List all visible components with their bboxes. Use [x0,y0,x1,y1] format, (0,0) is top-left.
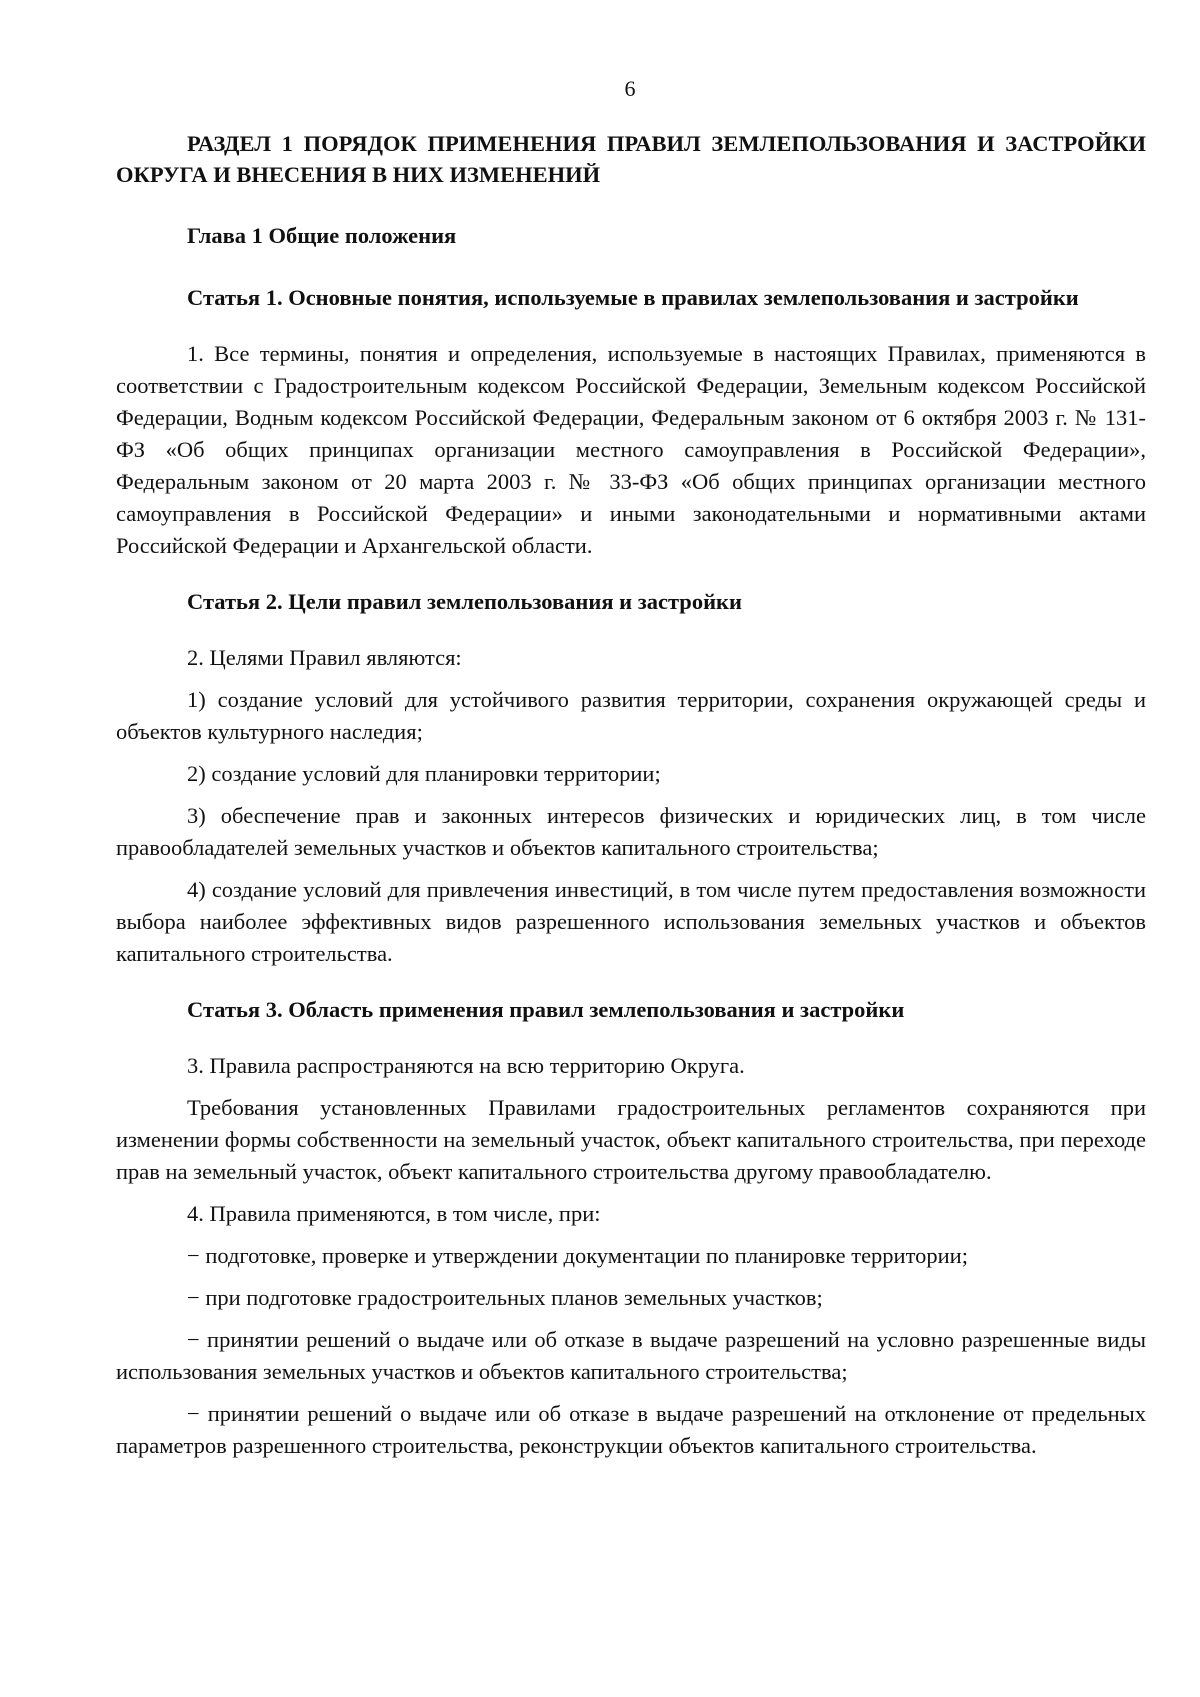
list-item: − подготовке, проверке и утверждении документации по планировке территории; [187,1243,968,1268]
article-2-item-3: 3) обеспечение прав и законных интересов физических и юридических лиц, в том числе правообладателей земельных участков и объектов капитального строительства; [116,803,1146,860]
article-2-item-1: 1) создание условий для устойчивого развития территории, сохранения окружающей среды и объектов культурного наследия; [116,687,1146,744]
article-3-paragraph-3: 3. Правила распространяются на всю территорию Округа. [187,1053,745,1078]
document-body [116,128,1146,1462]
article-2-item-2: 2) создание условий для планировки территории; [187,761,661,786]
list-item: − при подготовке градостроительных планов земельных участков; [187,1285,823,1310]
article-3-requirements-paragraph: Требования установленных Правилами градостроительных регламентов сохраняются при изменении формы собственности на земельный участок, объект капитального строительства, при переходе прав на земельный участок, объект капитального строительства другому правообладателю. [116,1095,1146,1184]
chapter-title: Глава 1 Общие положения [187,223,457,248]
article-1-paragraph-1: 1. Все термины, понятия и определения, используемые в настоящих Правилах, применяются в соответствии с Градостроительным кодексом Российской Федерации, Земельным кодексом Российской Федерации, Водным кодексом Российской Федерации, Федеральным законом от 6 октября 2003 г. № 131-ФЗ «Об общих принципах организации местного самоуправления в Российской Федерации», Федеральным законом от 20 марта 2003 г. № 33-ФЗ «Об общих принципах организации местного самоуправления в Российской Федерации» и иными законодательными и нормативными актами Российской Федерации и Архангельской области. [116,341,1146,558]
article-3-title: Статья 3. Область применения правил землепользования и застройки [187,997,905,1022]
list-item: − принятии решений о выдаче или об отказе в выдаче разрешений на условно разрешенные виды использования земельных участков и объектов капитального строительства; [116,1327,1146,1384]
article-2-item-4: 4) создание условий для привлечения инвестиций, в том числе путем предоставления возможности выбора наиболее эффективных видов разрешенного использования земельных участков и объектов капитального строительства. [116,877,1146,966]
article-2-title: Статья 2. Цели правил землепользования и застройки [187,589,742,614]
article-1-title: Статья 1. Основные понятия, используемые в правилах землепользования и застройки [187,285,1079,310]
section-title: РАЗДЕЛ 1 ПОРЯДОК ПРИМЕНЕНИЯ ПРАВИЛ ЗЕМЛЕПОЛЬЗОВАНИЯ И ЗАСТРОЙКИ ОКРУГА И ВНЕСЕНИЯ В НИХ ИЗМЕНЕНИЙ [116,131,1146,187]
page-number: 6 [624,76,636,101]
list-item: − принятии решений о выдаче или об отказе в выдаче разрешений на отклонение от предельных параметров разрешенного строительства, реконструкции объектов капитального строительства. [116,1401,1146,1458]
article-3-paragraph-4: 4. Правила применяются, в том числе, при: [187,1201,601,1226]
article-2-intro: 2. Целями Правил являются: [187,645,462,670]
